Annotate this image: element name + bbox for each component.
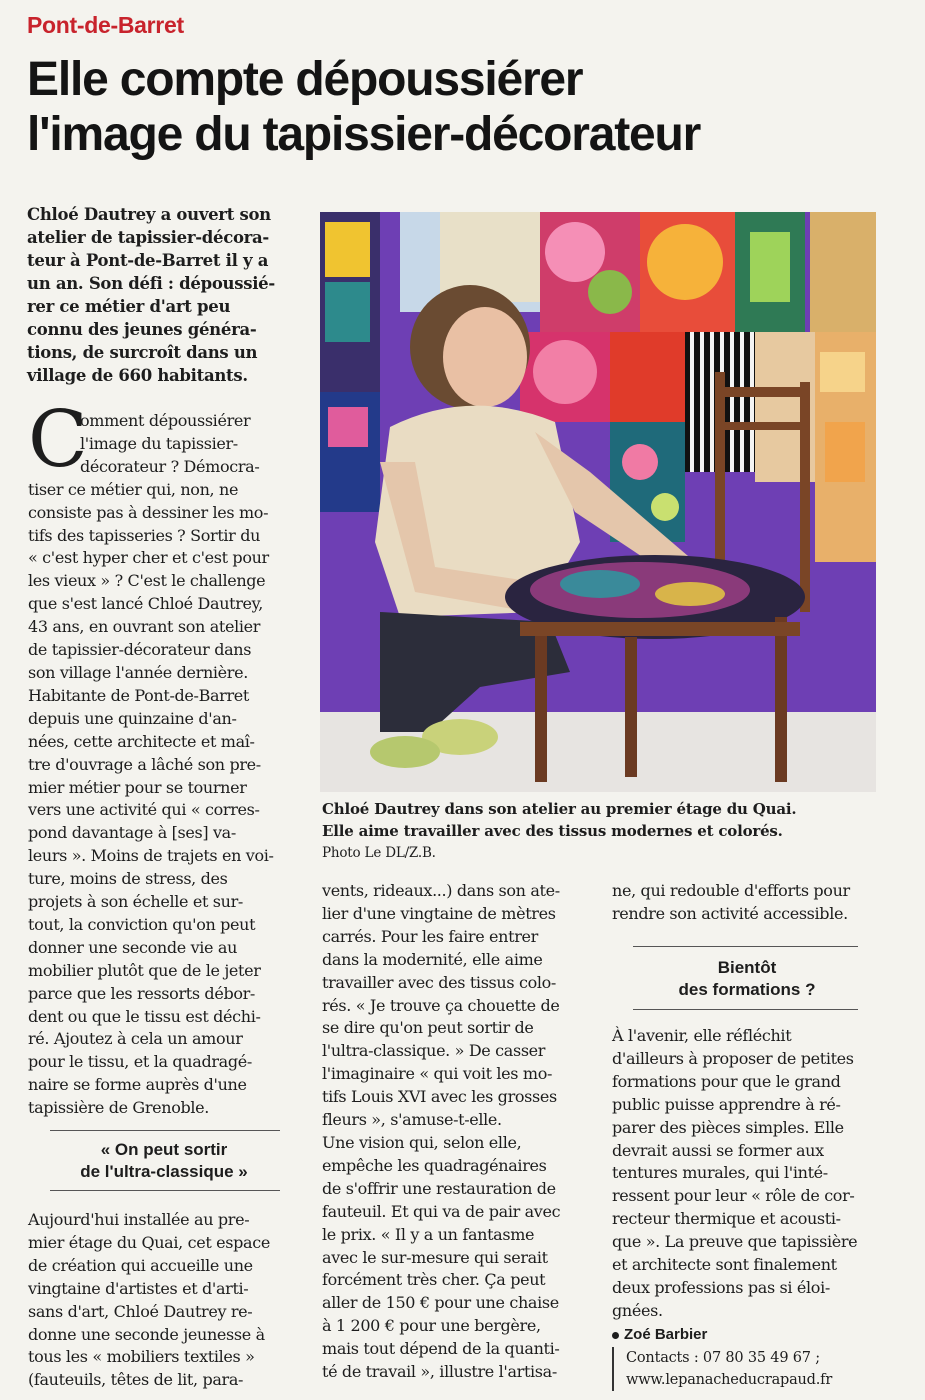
caption-line: Elle aime travailler avec des tissus modernes et colorés. xyxy=(322,822,783,840)
body-line: Habitante de Pont-de-Barret xyxy=(28,685,249,705)
author-byline xyxy=(612,1325,707,1345)
body-line: vers une activité qui « corres- xyxy=(28,800,260,820)
body-line: sans d'art, Chloé Dautrey re- xyxy=(28,1301,253,1321)
body-line: l'imaginaire « qui voit les mo- xyxy=(322,1064,553,1084)
subhead-line: de l'ultra-classique » xyxy=(80,1162,248,1181)
photo-caption xyxy=(322,798,882,864)
subhead-line: Bientôt xyxy=(717,958,777,977)
body-line: depuis une quinzaine d'an- xyxy=(28,708,237,728)
body-line: tout, la conviction qu'on peut xyxy=(28,914,256,934)
lede-line: village de 660 habitants. xyxy=(27,366,248,385)
body-line: tifs des tapisseries ? Sortir du xyxy=(28,525,261,545)
lede-paragraph xyxy=(27,203,299,387)
body-line: à 1 200 € pour une bergère, xyxy=(322,1316,541,1336)
contacts-box xyxy=(612,1347,896,1391)
body-line: pour le tissu, et la quadragé- xyxy=(28,1052,252,1072)
headline-line: l'image du tapissier-décorateur xyxy=(27,108,701,161)
body-column-1-continued xyxy=(28,1209,300,1392)
subhead-rule-top xyxy=(50,1130,280,1131)
body-line: mobilier plutôt que de le jeter xyxy=(28,960,261,980)
contact-website[interactable]: www.lepanacheducrapaud.fr xyxy=(626,1372,833,1388)
bullet-icon xyxy=(612,1332,619,1339)
lede-line: tions, de surcroît dans un xyxy=(27,343,258,362)
body-line: Aujourd'hui installée au pre- xyxy=(28,1210,250,1229)
body-line: que ». La preuve que tapissière xyxy=(612,1232,858,1252)
rubric-locality: Pont-de-Barret xyxy=(27,12,188,39)
photo-credit: Photo Le DL/Z.B. xyxy=(322,845,436,861)
lede-line: Chloé Dautrey a ouvert son xyxy=(27,205,271,224)
body-line: 43 ans, en ouvrant son atelier xyxy=(28,617,261,637)
body-column-1 xyxy=(28,410,300,1120)
body-line: avec le sur-mesure qui serait xyxy=(322,1247,548,1267)
body-line: parer des pièces simples. Elle xyxy=(612,1117,844,1137)
subhead-ultra-classique xyxy=(28,1139,300,1183)
body-line: se dire qu'on peut sortir de xyxy=(322,1018,534,1038)
body-line: vents, rideaux...) dans son ate- xyxy=(322,881,560,900)
body-column-3-continued xyxy=(612,1025,882,1323)
body-line: rés. « Je trouve ça chouette de xyxy=(322,995,560,1015)
body-line: donner une seconde vie au xyxy=(28,937,238,957)
body-line: mais tout dépend de la quanti- xyxy=(322,1339,560,1359)
caption-line: Chloé Dautrey dans son atelier au premier étage du Quai. xyxy=(322,800,797,818)
body-line: ressent pour leur « rôle de cor- xyxy=(612,1186,855,1206)
lede-line: un an. Son défi : dépoussié- xyxy=(27,274,275,293)
body-column-2 xyxy=(322,880,592,1384)
body-line: fauteuil. Et qui va de pair avec xyxy=(322,1201,561,1221)
body-line: aller de 150 € pour une chaise xyxy=(322,1293,559,1313)
body-line: té de travail », illustre l'artisa- xyxy=(322,1362,557,1382)
article-photo xyxy=(320,212,876,792)
headline-line: Elle compte dépoussiérer xyxy=(27,53,583,106)
photo-illustration xyxy=(320,212,876,792)
body-line: naire se forme auprès d'une xyxy=(28,1075,247,1095)
body-column-3 xyxy=(612,880,882,926)
body-line: tifs Louis XVI avec les grosses xyxy=(322,1087,557,1107)
body-line: dans la modernité, elle aime xyxy=(322,949,543,969)
body-line: gnées. xyxy=(612,1300,663,1320)
body-line: empêche les quadragénaires xyxy=(322,1155,547,1175)
subhead-rule-bottom xyxy=(50,1190,280,1191)
contact-phone: Contacts : 07 80 35 49 67 ; xyxy=(626,1350,820,1366)
body-line: mier métier pour se tourner xyxy=(28,777,247,797)
body-line: travailler avec des tissus colo- xyxy=(322,972,556,992)
body-line: consiste pas à dessiner les mo- xyxy=(28,502,269,522)
body-line: l'ultra-classique. » De casser xyxy=(322,1041,546,1061)
body-line: et architecte sont finalement xyxy=(612,1255,837,1275)
body-line: pond davantage à [ses] va- xyxy=(28,823,236,843)
body-line: le prix. « Il y a un fantasme xyxy=(322,1224,535,1244)
subhead-formations xyxy=(612,957,882,1001)
lede-line: atelier de tapissier-décora- xyxy=(27,228,269,247)
body-line: fleurs », s'amuse-t-elle. xyxy=(322,1110,502,1130)
body-line: de tapissier-décorateur dans xyxy=(28,640,252,660)
body-line: nées, cette architecte et maî- xyxy=(28,731,255,751)
subhead-line: « On peut sortir xyxy=(100,1140,228,1159)
author-name: Zoé Barbier xyxy=(624,1326,708,1343)
body-line: (fauteuils, têtes de lit, para- xyxy=(28,1370,244,1390)
body-line: leurs ». Moins de trajets en voi- xyxy=(28,846,274,866)
lede-line: rer ce métier d'art peu xyxy=(27,297,231,316)
body-line: tre d'ouvrage a lâché son pre- xyxy=(28,754,261,774)
body-line: parce que les ressorts débor- xyxy=(28,983,255,1003)
body-line: public puisse apprendre à ré- xyxy=(612,1094,841,1114)
body-line: vingtaine d'artistes et d'arti- xyxy=(28,1278,249,1298)
body-line: tous les « mobiliers textiles » xyxy=(28,1347,255,1367)
body-line: Une vision qui, selon elle, xyxy=(322,1132,522,1152)
body-line: donne une seconde jeunesse à xyxy=(28,1324,265,1344)
body-line: forcément très cher. Ça peut xyxy=(322,1270,546,1290)
body-line: ture, moins de stress, des xyxy=(28,869,228,889)
body-line: carrés. Pour les faire entrer xyxy=(322,926,538,946)
body-line: lier d'une vingtaine de mètres xyxy=(322,903,556,923)
body-line: tiser ce métier qui, non, ne xyxy=(28,479,239,499)
body-line: recteur thermique et acousti- xyxy=(612,1209,841,1229)
body-line: tentures murales, qui l'inté- xyxy=(612,1163,828,1183)
body-line: d'ailleurs à proposer de petites xyxy=(612,1048,854,1068)
lede-line: connu des jeunes généra- xyxy=(27,320,257,339)
subhead-rule-top xyxy=(633,946,858,947)
body-line: omment dépoussiérer xyxy=(80,411,251,430)
dropcap-letter: C xyxy=(28,395,88,485)
body-line: ne, qui redouble d'efforts pour xyxy=(612,881,850,900)
body-line: son village l'année dernière. xyxy=(28,662,248,682)
body-line: l'image du tapissier- xyxy=(80,433,238,453)
body-line: les vieux » ? C'est le challenge xyxy=(28,571,266,591)
body-line: devrait aussi se former aux xyxy=(612,1140,824,1160)
body-line: deux professions pas si éloi- xyxy=(612,1277,830,1297)
body-line: que s'est lancé Chloé Dautrey, xyxy=(28,594,263,614)
body-line: projets à son échelle et sur- xyxy=(28,892,243,912)
body-line: rendre son activité accessible. xyxy=(612,903,848,923)
body-line: À l'avenir, elle réfléchit xyxy=(612,1026,792,1045)
subhead-line: des formations ? xyxy=(678,980,816,999)
headline xyxy=(27,52,887,162)
body-line: ré. Ajoutez à cela un amour xyxy=(28,1029,243,1049)
body-line: dent ou que le tissu est déchi- xyxy=(28,1006,261,1026)
body-line: de création qui accueille une xyxy=(28,1255,253,1275)
body-line: tapissière de Grenoble. xyxy=(28,1098,210,1118)
body-line: décorateur ? Démocra- xyxy=(80,456,260,476)
body-line: mier étage du Quai, cet espace xyxy=(28,1232,270,1252)
lede-line: teur à Pont-de-Barret il y a xyxy=(27,251,269,270)
subhead-rule-bottom xyxy=(633,1009,858,1010)
body-line: « c'est hyper cher et c'est pour xyxy=(28,548,269,568)
body-line: formations pour que le grand xyxy=(612,1071,841,1091)
body-line: de s'offrir une restauration de xyxy=(322,1178,556,1198)
